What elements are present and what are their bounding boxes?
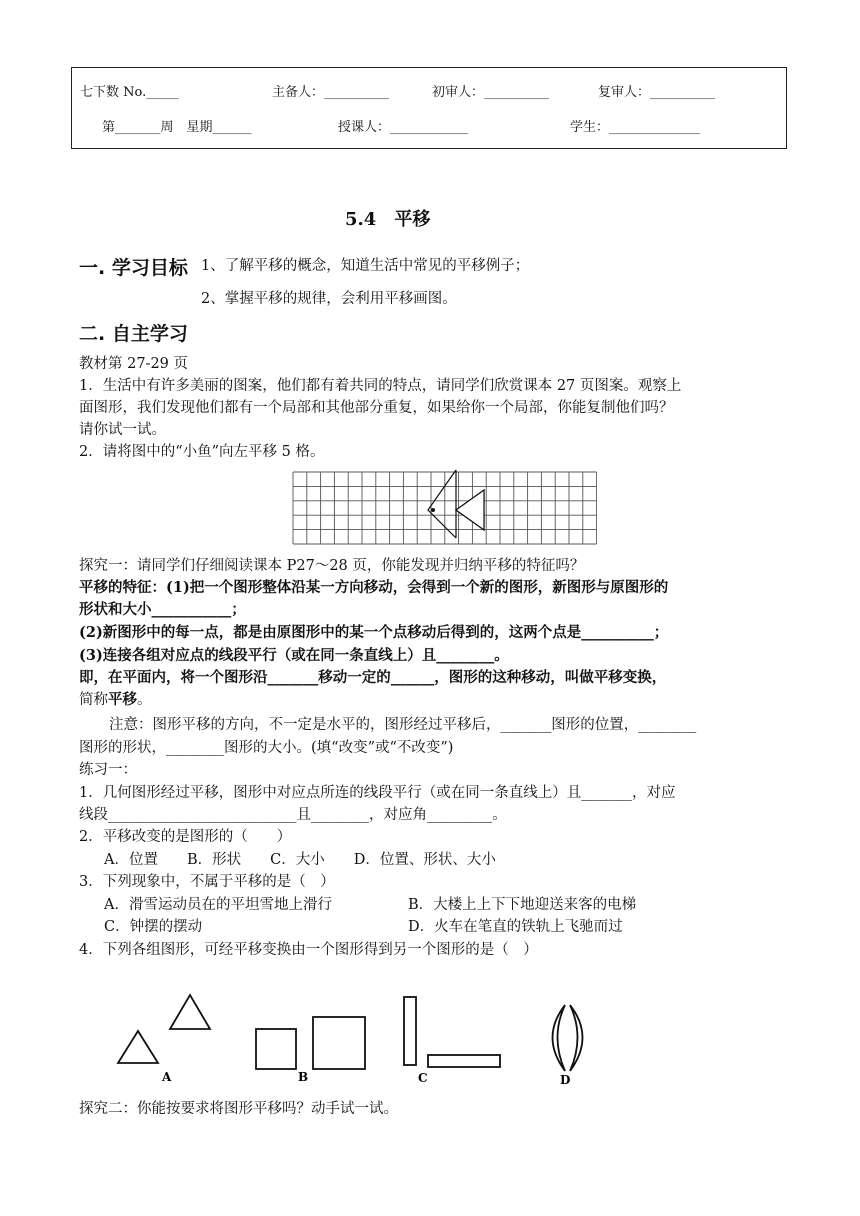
p3-option-b: B．大楼上上下下地迎送来客的电梯: [408, 897, 637, 913]
bar-c2: [428, 1055, 500, 1067]
arc-d2: [570, 1005, 583, 1071]
header-student: 学生：______________: [570, 120, 701, 135]
header-week-day: 第_______周 星期______: [102, 120, 252, 135]
practice-heading: 练习一：: [79, 762, 137, 778]
square-b2: [313, 1017, 365, 1069]
p2: 2．平移改变的是图形的（ ）: [79, 829, 292, 845]
goal-1: 1、了解平移的概念，知道生活中常见的平移例子；: [201, 258, 530, 274]
p3: 3．下列现象中，不属于平移的是（ ）: [79, 874, 335, 890]
bar-c1: [404, 997, 416, 1065]
fig-label-a: A: [162, 1070, 172, 1084]
note-line2: 图形的形状，________图形的大小。(填“改变”或“不改变”): [79, 740, 454, 756]
header-preparer: 主备人：__________: [272, 85, 390, 100]
arc-d1: [553, 1005, 566, 1071]
square-b1: [256, 1029, 296, 1069]
fig-label-b: B: [298, 1070, 309, 1084]
note-line1: 注意：图形平移的方向，不一定是水平的，图形经过平移后，_______图形的位置，________: [109, 717, 697, 733]
triangle-a1: [118, 1031, 158, 1063]
goal-2: 2、掌握平移的规律，会利用平移画图。: [201, 291, 457, 307]
explore1: 探究一：请同学们仔细阅读课本 P27～28 页，你能发现并归纳平移的特征吗？: [79, 558, 585, 574]
feature-line4: (3)连接各组对应点的线段平行（或在同一条直线上）且________。: [79, 647, 509, 664]
feature-line1: 平移的特征：(1)把一个图形整体沿某一方向移动，会得到一个新的图形，新图形与原图形的: [79, 579, 669, 596]
p3-option-a: A．滑雪运动员在的平坦雪地上滑行: [104, 897, 332, 913]
page-title: 5.4 平移: [345, 209, 431, 230]
header-course-no: 七下数 No._____: [80, 85, 179, 100]
fig-label-c: C: [418, 1071, 428, 1085]
p3-option-d: D．火车在笔直的铁轨上飞驰而过: [408, 919, 623, 935]
feature-line3: (2)新图形中的每一点，都是由原图形中的某一个点移动后得到的，这两个点是__________；: [79, 624, 669, 641]
fig-label-d: D: [560, 1073, 571, 1087]
section1-heading: 一. 学习目标: [79, 257, 188, 279]
header-teacher: 授课人：____________: [338, 120, 469, 135]
q1-line1: 1．生活中有许多美丽的图案，他们都有着共同的特点，请同学们欣赏课本 27 页图案。观察上: [79, 378, 682, 394]
textbook-ref: 教材第 27-29 页: [79, 356, 189, 372]
feature-line2: 形状和大小___________；: [79, 601, 246, 618]
explore2: 探究二：你能按要求将图形平移吗？动手试一试。: [79, 1101, 398, 1117]
q2: 2．请将图中的“小鱼”向左平移 5 格。: [79, 444, 325, 460]
p2-options: A．位置 B．形状 C．大小 D．位置、形状、大小: [104, 852, 496, 868]
header-second-review: 复审人：__________: [598, 85, 716, 100]
section2-heading: 二. 自主学习: [79, 323, 188, 345]
header-first-review: 初审人：__________: [432, 85, 550, 100]
definition-line1: 即，在平面内，将一个图形沿_______移动一定的______，图形的这种移动，叫做平移变换，: [79, 669, 667, 686]
fish-grid-figure: [292, 468, 597, 548]
p1-line2: 线段__________________________且________，对应角_________。: [79, 807, 507, 823]
p3-option-c: C．钟摆的摆动: [104, 919, 203, 935]
p4: 4．下列各组图形，可经平移变换由一个图形得到另一个图形的是（ ）: [79, 942, 538, 958]
triangle-a2: [170, 995, 210, 1029]
q1-line2: 面图形，我们发现他们都有一个局部和其他部分重复，如果给你一个局部，你能复制他们吗？: [79, 400, 674, 416]
header-box: [71, 67, 787, 149]
q1-line3: 请你试一试。: [79, 422, 166, 438]
fish-shape: [428, 470, 484, 538]
p1-line1: 1．几何图形经过平移，图形中对应点所连的线段平行（或在同一条直线上）且_______，对应: [79, 785, 676, 801]
p4-figures: [110, 985, 630, 1090]
definition-line2: 简称平移。: [79, 691, 152, 708]
